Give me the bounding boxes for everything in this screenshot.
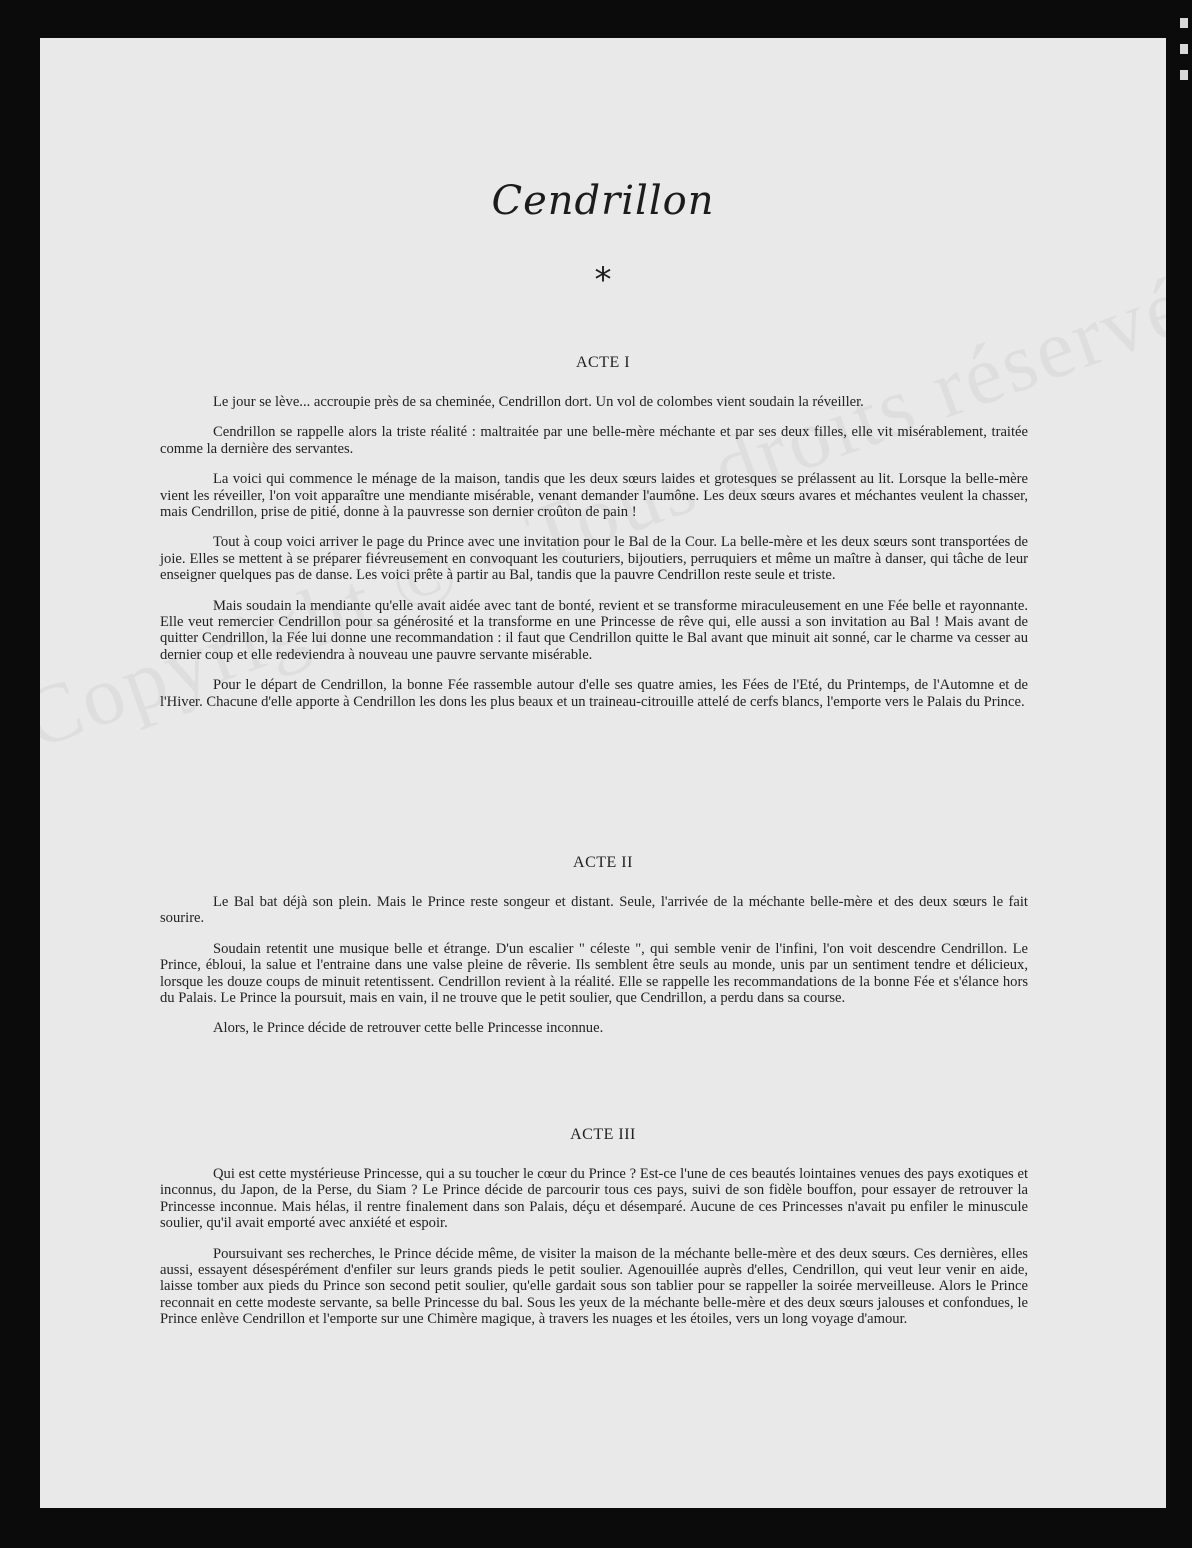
act-1-paragraph-6: Pour le départ de Cendrillon, la bonne Fée rassemble autour d'elle ses quatre amies, les Fées de l'Eté, du Printemps, de l'Automne et de l'Hiver. Chacune d'elle apporte à Cendrillon les dons les plus beaux et un traineau-citrouille attelé de cerfs blancs, l'emporte vers le Palais du Prince. xyxy=(160,677,1028,710)
document-page xyxy=(40,38,1166,1508)
act-3-body xyxy=(160,1166,1028,1342)
act-1-body xyxy=(160,394,1028,724)
act-1-paragraph-4: Tout à coup voici arriver le page du Prince avec une invitation pour le Bal de la Cour. La belle-mère et les deux sœurs sont transportées de joie. Elles se mettent à se préparer fiévreusement en convoquant les couturiers, bijoutiers, perruquiers et même un maître à danser, qui tâche de leur enseigner quelques pas de danse. Les voici prête à partir au Bal, tandis que la pauvre Cendrillon reste seule et triste. xyxy=(160,534,1028,584)
act-2-paragraph-3: Alors, le Prince décide de retrouver cette belle Princesse inconnue. xyxy=(213,1020,604,1037)
act-2-paragraph-2: Soudain retentit une musique belle et étrange. D'un escalier " céleste ", qui semble venir de l'infini, l'on voit descendre Cendrillon. Le Prince, ébloui, la salue et l'entraine dans une valse pleine de rêverie. Ils semblent être seuls au monde, unis par un sentiment tendre et délicieux, lorsque les douze coups de minuit retentissent. Cendrillon revient à la réalité. Elle se rappelle les recommandations de la bonne Fée et s'élance hors du Palais. Le Prince la poursuit, mais en vain, il ne trouve que le petit soulier, que Cendrillon, a perdu dans sa course. xyxy=(160,940,1028,1007)
act-1-paragraph-3: La voici qui commence le ménage de la maison, tandis que les deux sœurs laides et grotesques se prélassent au lit. Lorsque la belle-mère vient les réveiller, l'on voit apparaître une mendiante misérable, venant demander l'aumône. Les deux sœurs avares et méchantes veulent la chasser, mais Cendrillon, prise de pitié, donne à la pauvresse son dernier croûton de pain ! xyxy=(160,471,1028,521)
act-1-title: ACTE I xyxy=(575,354,631,371)
act-3-paragraph-2: Poursuivant ses recherches, le Prince décide même, de visiter la maison de la méchante belle-mère et des deux sœurs. Ces dernières, elles aussi, essayent désespérément d'enfiler sur leurs grands pieds le petit soulier. Agenouillée auprès d'elles, Cendrillon, qui veut leur venir en aide, laisse tomber aux pieds du Prince son second petit soulier, qu'elle gardait sous son tablier pour se rappeller la soirée merveilleuse. Alors le Prince reconnait en cette modeste servante, sa belle Princesse du bal. Sous les yeux de la méchante belle-mère et des deux sœurs jalouses et confondues, le Prince enlève Cendrillon et l'emporte sur une Chimère magique, à travers les nuages et les étoiles, vers un long voyage d'amour. xyxy=(160,1245,1028,1328)
act-1-paragraph-2: Cendrillon se rappelle alors la triste réalité : maltraitée par une belle-mère méchante et par ses deux filles, elle vit misérablement, traitée comme la dernière des servantes. xyxy=(160,424,1028,457)
act-2-title: ACTE II xyxy=(573,854,633,871)
scan-edge-tick xyxy=(1180,70,1188,80)
act-3-title: ACTE III xyxy=(570,1126,636,1143)
act-3-paragraph-1: Qui est cette mystérieuse Princesse, qui a su toucher le cœur du Prince ? Est-ce l'une de ces beautés lointaines venues des pays exotiques et inconnus, du Japon, de la Perse, du Siam ? Le Prince décide de parcourir tous ces pays, suivi de son fidèle bouffon, pour essayer de retrouver la Princesse inconnue. Mais hélas, il rentre finalement dans son Palais, déçu et désemparé. Aucune de ces Princesses n'avait pu enfiler le minuscule soulier, qu'il avait emporté avec anxiété et espoir. xyxy=(160,1166,1028,1232)
document-title: Cendrillon xyxy=(491,178,715,224)
scan-edge-strip xyxy=(1180,0,1192,1548)
act-2-paragraph-1: Le Bal bat déjà son plein. Mais le Prince reste songeur et distant. Seule, l'arrivée de la méchante belle-mère et des deux sœurs le fait sourire. xyxy=(160,894,1028,927)
act-1-paragraph-5: Mais soudain la mendiante qu'elle avait aidée avec tant de bonté, revient et se transforme miraculeusement en une Fée belle et rayonnante. Elle veut remercier Cendrillon pour sa générosité et la transforme en une Princesse de rêve qui, elle aussi a son invitation au Bal ! Mais avant de quitter Cendrillon, la Fée lui donne une recommandation : il faut que Cendrillon quitte le Bal avant que minuit ait sonné, car le charme va cesser au dernier coup et elle redeviendra à nouveau une pauvre servante misérable. xyxy=(160,597,1028,663)
scan-edge-tick xyxy=(1180,18,1188,28)
act-1-paragraph-1: Le jour se lève... accroupie près de sa cheminée, Cendrillon dort. Un vol de colombes vient soudain la réveiller. xyxy=(213,394,864,410)
act-2-body xyxy=(160,894,1028,1051)
scan-edge-tick xyxy=(1180,44,1188,54)
asterisk-ornament: * xyxy=(594,260,612,300)
